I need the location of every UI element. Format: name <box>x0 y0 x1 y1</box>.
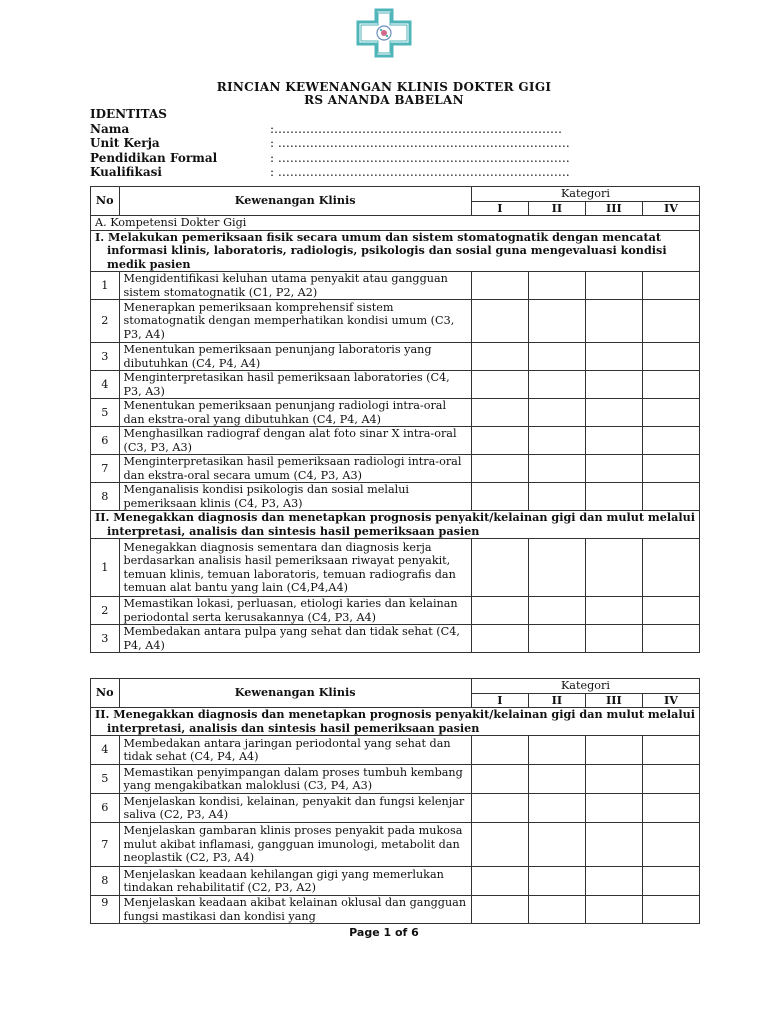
category-cell[interactable] <box>471 823 528 867</box>
category-cell[interactable] <box>585 794 642 823</box>
category-cell[interactable] <box>528 539 585 597</box>
competency-text: Membedakan antara jaringan periodontal yang sehat dan tidak sehat (C4, P4, A4) <box>119 736 471 765</box>
category-cell[interactable] <box>471 765 528 794</box>
identitas-section <box>90 107 570 180</box>
category-cell[interactable] <box>585 455 642 483</box>
header-cat-4: IV <box>642 693 699 708</box>
category-cell[interactable] <box>585 343 642 371</box>
header-kewenangan: Kewenangan Klinis <box>119 187 471 216</box>
row-number: 1 <box>91 539 120 597</box>
hospital-cross-logo-icon <box>356 8 412 58</box>
competency-text: Membedakan antara pulpa yang sehat dan tidak sehat (C4, P4, A4) <box>119 625 471 653</box>
row-number: 2 <box>91 300 120 343</box>
header-kategori: Kategori <box>471 187 699 202</box>
field-blank-nama[interactable]: :……………………………………………………………… <box>270 121 563 136</box>
category-cell[interactable] <box>471 427 528 455</box>
row-number: 3 <box>91 625 120 653</box>
row-number: 4 <box>91 736 120 765</box>
category-cell[interactable] <box>642 867 699 896</box>
category-cell[interactable] <box>642 823 699 867</box>
competency-text: Menjelaskan gambaran klinis proses penyakit pada mukosa mulut akibat inflamasi, gangguan imunologi, metabolit dan neoplastik (C2, P3, A4) <box>119 823 471 867</box>
category-cell[interactable] <box>528 765 585 794</box>
field-blank-kualifikasi[interactable]: : ………………………………………………………………. <box>270 165 570 179</box>
competency-text: Menghasilkan radiograf dengan alat foto sinar X intra-oral (C3, P3, A3) <box>119 427 471 455</box>
competency-text: Memastikan penyimpangan dalam proses tumbuh kembang yang mengakibatkan maloklusi (C3, P4, A3) <box>119 765 471 794</box>
category-cell[interactable] <box>585 867 642 896</box>
header-cat-1: I <box>471 693 528 708</box>
identitas-heading: IDENTITAS <box>90 107 167 121</box>
category-cell[interactable] <box>642 483 699 511</box>
category-cell[interactable] <box>642 371 699 399</box>
category-cell[interactable] <box>585 272 642 300</box>
row-number: 6 <box>91 794 120 823</box>
category-cell[interactable] <box>585 896 642 924</box>
category-cell[interactable] <box>528 427 585 455</box>
category-cell[interactable] <box>528 455 585 483</box>
category-cell[interactable] <box>642 455 699 483</box>
hospital-name: RS ANANDA BABELAN <box>304 93 464 107</box>
header-cat-3: III <box>585 201 642 216</box>
category-cell[interactable] <box>528 483 585 511</box>
competency-text: Menjelaskan kondisi, kelainan, penyakit dan fungsi kelenjar saliva (C2, P3, A4) <box>119 794 471 823</box>
category-cell[interactable] <box>642 427 699 455</box>
category-cell[interactable] <box>585 765 642 794</box>
row-number: 7 <box>91 823 120 867</box>
category-cell[interactable] <box>585 597 642 625</box>
competency-table-2 <box>90 678 700 924</box>
header-cat-3: III <box>585 693 642 708</box>
competency-text: Menginterpretasikan hasil pemeriksaan laboratories (C4, P3, A3) <box>119 371 471 399</box>
category-cell[interactable] <box>642 300 699 343</box>
category-cell[interactable] <box>471 272 528 300</box>
field-label-unit-kerja: Unit Kerja <box>90 136 160 150</box>
row-number: 5 <box>91 399 120 427</box>
field-label-nama: Nama <box>90 121 130 136</box>
header-cat-4: IV <box>642 201 699 216</box>
row-number: 8 <box>91 483 120 511</box>
header-kategori: Kategori <box>471 679 699 694</box>
category-cell[interactable] <box>642 597 699 625</box>
header-cat-1: I <box>471 201 528 216</box>
field-blank-unit-kerja[interactable]: : ………………………………………………………………. <box>270 136 570 150</box>
category-cell[interactable] <box>471 399 528 427</box>
category-cell[interactable] <box>642 736 699 765</box>
competency-text: Menginterpretasikan hasil pemeriksaan radiologi intra-oral dan ekstra-oral secara umum (C4, P3, A3) <box>119 455 471 483</box>
header-no: No <box>91 679 120 708</box>
category-cell[interactable] <box>585 399 642 427</box>
category-cell[interactable] <box>471 371 528 399</box>
category-cell[interactable] <box>585 427 642 455</box>
competency-text: Menjelaskan keadaan kehilangan gigi yang memerlukan tindakan rehabilitatif (C2, P3, A2) <box>119 867 471 896</box>
row-number: 2 <box>91 597 120 625</box>
category-cell[interactable] <box>642 399 699 427</box>
category-cell[interactable] <box>585 625 642 653</box>
header-cat-2: II <box>528 201 585 216</box>
category-cell[interactable] <box>471 896 528 924</box>
category-cell[interactable] <box>528 272 585 300</box>
row-number: 3 <box>91 343 120 371</box>
category-cell[interactable] <box>528 300 585 343</box>
category-cell[interactable] <box>528 794 585 823</box>
page-number: Page 1 of 6 <box>349 926 419 939</box>
group-heading: II. Menegakkan diagnosis dan menetapkan prognosis penyakit/kelainan gigi dan mulut melalui interpretasi, analisis dan sintesis hasil pemeriksaan pasien <box>91 708 700 736</box>
competency-text: Menentukan pemeriksaan penunjang radiologi intra-oral dan ekstra-oral yang dibutuhkan (C4, P4, A4) <box>119 399 471 427</box>
competency-table-1 <box>90 186 700 653</box>
category-cell[interactable] <box>528 896 585 924</box>
section-heading: A. Kompetensi Dokter Gigi <box>91 216 700 231</box>
row-number: 7 <box>91 455 120 483</box>
category-cell[interactable] <box>528 823 585 867</box>
field-label-kualifikasi: Kualifikasi <box>90 165 162 179</box>
category-cell[interactable] <box>528 597 585 625</box>
category-cell[interactable] <box>471 736 528 765</box>
category-cell[interactable] <box>642 343 699 371</box>
category-cell[interactable] <box>585 371 642 399</box>
category-cell[interactable] <box>528 736 585 765</box>
category-cell[interactable] <box>642 539 699 597</box>
category-cell[interactable] <box>585 539 642 597</box>
category-cell[interactable] <box>471 539 528 597</box>
row-number: 6 <box>91 427 120 455</box>
competency-text: Menerapkan pemeriksaan komprehensif sistem stomatognatik dengan memperhatikan kondisi umum (C3, P3, A4) <box>119 300 471 343</box>
category-cell[interactable] <box>585 823 642 867</box>
category-cell[interactable] <box>471 483 528 511</box>
category-cell[interactable] <box>528 343 585 371</box>
field-label-pendidikan: Pendidikan Formal <box>90 150 218 165</box>
field-blank-pendidikan[interactable]: : ………………………………………………………………. <box>270 150 570 165</box>
category-cell[interactable] <box>471 794 528 823</box>
category-cell[interactable] <box>642 794 699 823</box>
category-cell[interactable] <box>528 371 585 399</box>
category-cell[interactable] <box>528 867 585 896</box>
row-number: 9 <box>91 896 120 924</box>
category-cell[interactable] <box>471 343 528 371</box>
row-number: 4 <box>91 371 120 399</box>
competency-text: Menganalisis kondisi psikologis dan sosial melalui pemeriksaan klinis (C4, P3, A3) <box>119 483 471 511</box>
competency-text: Mengidentifikasi keluhan utama penyakit atau gangguan sistem stomatognatik (C1, P2, A2) <box>119 272 471 300</box>
row-number: 8 <box>91 867 120 896</box>
group-heading: I. Melakukan pemeriksaan fisik secara umum dan sistem stomatognatik dengan mencatat informasi klinis, laboratoris, radiologis, psikologis dan sosial guna mengevaluasi kondisi medik pasien <box>91 230 700 272</box>
category-cell[interactable] <box>471 625 528 653</box>
row-number: 1 <box>91 272 120 300</box>
header-no: No <box>91 187 120 216</box>
category-cell[interactable] <box>528 625 585 653</box>
competency-text: Memastikan lokasi, perluasan, etiologi karies dan kelainan periodontal serta kerusakannya (C4, P3, A4) <box>119 597 471 625</box>
competency-text: Menegakkan diagnosis sementara dan diagnosis kerja berdasarkan analisis hasil pemeriksaan riwayat penyakit, temuan klinis, temuan laboratoris, temuan radiografis dan temuan alat bantu yang lain (C4,P4,A4) <box>119 539 471 597</box>
category-cell[interactable] <box>585 736 642 765</box>
competency-text: Menjelaskan keadaan akibat kelainan oklusal dan gangguan fungsi mastikasi dan kondisi yang <box>119 896 471 924</box>
category-cell[interactable] <box>585 483 642 511</box>
category-cell[interactable] <box>642 765 699 794</box>
header-cat-2: II <box>528 693 585 708</box>
category-cell[interactable] <box>585 300 642 343</box>
category-cell[interactable] <box>642 896 699 924</box>
category-cell[interactable] <box>642 272 699 300</box>
row-number: 5 <box>91 765 120 794</box>
document-title: RINCIAN KEWENANGAN KLINIS DOKTER GIGI <box>216 80 552 94</box>
category-cell[interactable] <box>471 867 528 896</box>
category-cell[interactable] <box>471 455 528 483</box>
competency-text: Menentukan pemeriksaan penunjang laboratoris yang dibutuhkan (C4, P4, A4) <box>119 343 471 371</box>
category-cell[interactable] <box>528 399 585 427</box>
category-cell[interactable] <box>642 625 699 653</box>
header-kewenangan: Kewenangan Klinis <box>119 679 471 708</box>
category-cell[interactable] <box>471 597 528 625</box>
group-heading: II. Menegakkan diagnosis dan menetapkan prognosis penyakit/kelainan gigi dan mulut melalui interpretasi, analisis dan sintesis hasil pemeriksaan pasien <box>91 511 700 539</box>
category-cell[interactable] <box>471 300 528 343</box>
